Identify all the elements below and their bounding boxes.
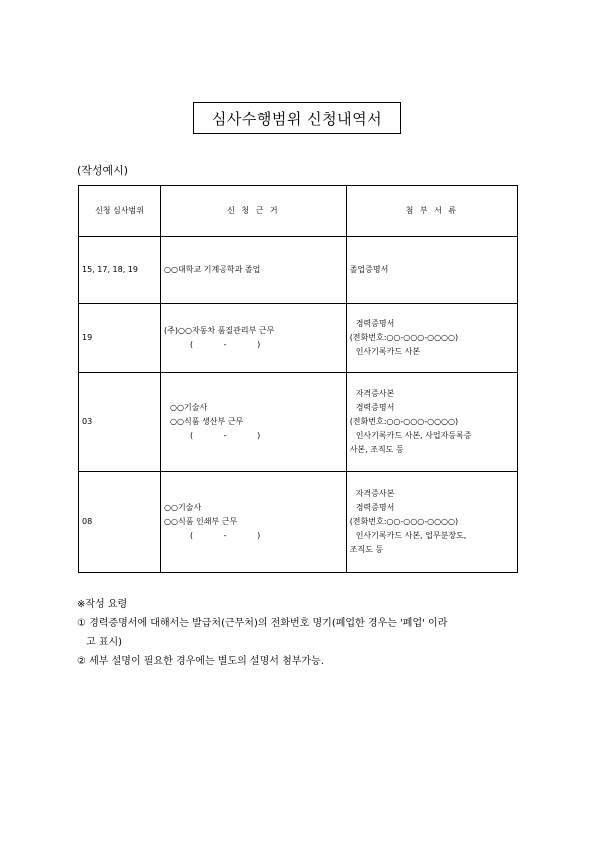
basis-line: ○○기술사 bbox=[170, 403, 208, 412]
table-header-row bbox=[79, 186, 518, 237]
documents-cell bbox=[346, 472, 517, 573]
guide-item: ① 경력증명서에 대해서는 발급처(근무처)의 전화번호 명기(폐업한 경우는 '폐업' 이라 bbox=[77, 618, 448, 629]
document-line: 자격증사본 bbox=[355, 489, 395, 498]
documents-cell bbox=[346, 373, 517, 472]
basis-line: (주)○○자동차 품질관리부 근무 bbox=[164, 326, 275, 335]
basis-cell bbox=[161, 373, 347, 472]
document-line: 경력증명서 bbox=[355, 403, 395, 412]
guide-heading: ※작성 요령 bbox=[77, 599, 128, 610]
scope-cell: 08 bbox=[79, 472, 161, 573]
application-table bbox=[78, 185, 518, 573]
table-row bbox=[79, 237, 518, 304]
document-line: 자격증사본 bbox=[355, 389, 395, 398]
document-title: 심사수행범위 신청내역서 bbox=[193, 102, 401, 134]
basis-line: ○○대학교 기계공학과 졸업 bbox=[164, 265, 261, 274]
table-row bbox=[79, 304, 518, 373]
scope-cell: 19 bbox=[79, 304, 161, 373]
table-row bbox=[79, 373, 518, 472]
document-line: 조직도 등 bbox=[349, 545, 384, 554]
document-line: 인사기록카드 사본, 업무분장도, bbox=[355, 531, 467, 540]
document-line: (전화번호:○○-○○○-○○○○) bbox=[349, 517, 459, 526]
scope-cell: 15, 17, 18, 19 bbox=[79, 237, 161, 304]
example-label: (작성예시) bbox=[77, 164, 129, 177]
header-scope: 신청 심사범위 bbox=[79, 186, 161, 237]
guide-item: ② 세부 설명이 필요한 경우에는 별도의 설명서 첨부가능. bbox=[77, 656, 324, 667]
scope-cell: 03 bbox=[79, 373, 161, 472]
basis-line: ( - ) bbox=[190, 431, 261, 440]
basis-cell bbox=[161, 472, 347, 573]
document-line: 경력증명서 bbox=[355, 319, 395, 328]
document-line: 인사기록카드 사본, 사업자등록증 bbox=[355, 431, 472, 440]
document-line: 인사기록카드 사본 bbox=[355, 347, 421, 356]
basis-line: ○○식품 생산부 근무 bbox=[170, 417, 244, 426]
header-basis: 신 청 근 거 bbox=[161, 186, 347, 237]
document-line: (전화번호:○○-○○○-○○○○) bbox=[349, 333, 459, 342]
basis-line: ( - ) bbox=[190, 340, 261, 349]
document-line: 사본, 조직도 등 bbox=[349, 445, 404, 454]
basis-line: ○○기술사 bbox=[164, 503, 202, 512]
document-line: 졸업증명서 bbox=[349, 265, 389, 274]
document-line: (전화번호:○○-○○○-○○○○) bbox=[349, 417, 459, 426]
basis-cell bbox=[161, 237, 347, 304]
basis-line: ( - ) bbox=[190, 531, 261, 540]
documents-cell bbox=[346, 237, 517, 304]
table-row bbox=[79, 472, 518, 573]
guide-item-continuation: 고 표시) bbox=[86, 637, 123, 648]
header-documents: 첨 부 서 류 bbox=[346, 186, 517, 237]
writing-guide bbox=[77, 595, 527, 671]
basis-cell bbox=[161, 304, 347, 373]
documents-cell bbox=[346, 304, 517, 373]
basis-line: ○○식품 인쇄부 근무 bbox=[164, 517, 238, 526]
document-line: 경력증명서 bbox=[355, 503, 395, 512]
